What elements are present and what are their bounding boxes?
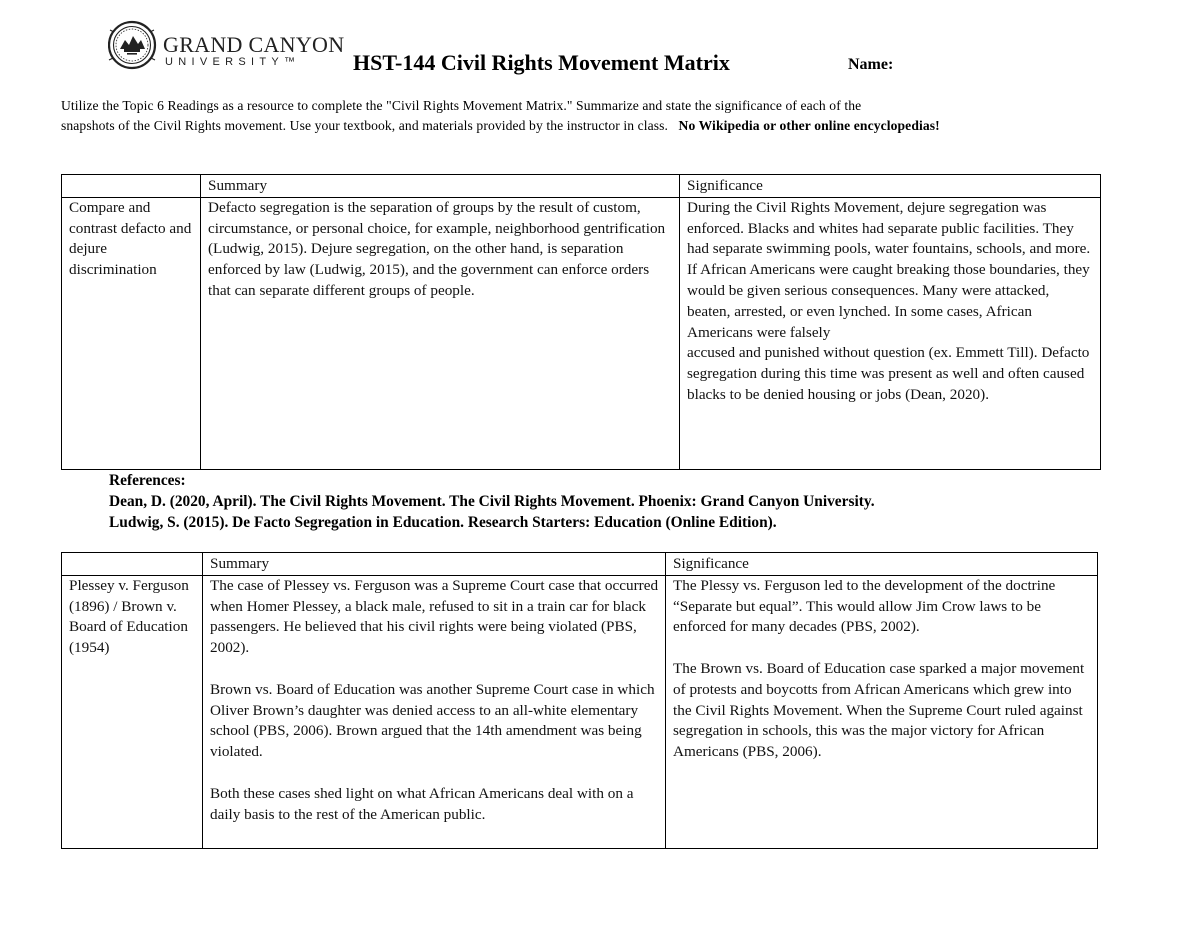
university-logo: [108, 18, 345, 74]
logo-subline: UNIVERSITY™: [165, 56, 301, 68]
header-cell-significance: Significance: [680, 175, 1101, 198]
significance-cell: [680, 197, 1101, 469]
significance-cell: [666, 575, 1098, 848]
significance-paragraph: The Brown vs. Board of Education case sparked a major movement of protests and boycotts from African Americans which grew into the Civil Rights Movement. When the Supreme Court ruled against segregation in schools, this was the major victory for African Americans (PBS, 2006).: [673, 659, 1085, 761]
significance-text: During the Civil Rights Movement, dejure segregation was enforced. Blacks and whites had separate public facilities. They had separate swimming pools, water fountains, schools, and more. If African Americans were caught breaking those boundaries, they would be given serious consequences. Many were attacked, beaten, arrested, or even lynched. In some cases, African Americans were falsely: [687, 198, 1091, 341]
table-row: [62, 197, 1101, 469]
instructions-line1: Utilize the Topic 6 Readings as a resource to complete the "Civil Rights Movement Matrix." Summarize and state the significance of each of the: [61, 98, 862, 113]
topic-cell: Plessey v. Ferguson (1896) / Brown v. Board of Education (1954): [62, 575, 203, 848]
instructions-warning: No Wikipedia or other online encyclopedias!: [678, 117, 940, 133]
university-seal-icon: [108, 18, 158, 72]
summary-cell: [203, 575, 666, 848]
header-cell-significance: Significance: [666, 553, 1098, 576]
summary-cell: Defacto segregation is the separation of groups by the result of custom, circumstance, or personal choice, for example, neighborhood gentrification (Ludwig, 2015). Dejure segregation, on the other hand, is separation enforced by law (Ludwig, 2015), and the government can enforce orders that can separate different groups of people.: [201, 197, 680, 469]
header-cell-topic: [62, 553, 203, 576]
header-cell-summary: Summary: [203, 553, 666, 576]
instructions-line2: snapshots of the Civil Rights movement. Use your textbook, and materials provided by the instructor in class.: [61, 117, 669, 133]
table-header-row: [62, 175, 1101, 198]
references-heading: References:: [109, 472, 186, 489]
references: [109, 470, 875, 533]
summary-paragraph: Both these cases shed light on what African Americans deal with on a daily basis to the rest of the American public.: [210, 784, 634, 823]
table-row: [62, 575, 1098, 848]
significance-paragraph: The Plessy vs. Ferguson led to the development of the doctrine “Separate but equal”. This would allow Jim Crow laws to be enforced for many decades (PBS, 2002).: [673, 576, 1056, 636]
name-label: Name:: [848, 56, 894, 73]
summary-paragraph: Brown vs. Board of Education was another Supreme Court case in which Oliver Brown’s daughter was denied access to an all-white elementary school (PBS, 2006). Brown argued that the 14th amendment was being violated.: [210, 680, 655, 761]
matrix-table-court-cases: [61, 552, 1098, 849]
significance-text: accused and punished without question (ex. Emmett Till). Defacto segregation during this time was present as well and often caused blacks to be denied housing or jobs (Dean, 2020).: [687, 344, 1090, 403]
table-header-row: [62, 553, 1098, 576]
header-cell-summary: Summary: [201, 175, 680, 198]
reference-item: Ludwig, S. (2015). De Facto Segregation in Education. Research Starters: Education (Online Edition).: [109, 514, 777, 531]
page-title: HST-144 Civil Rights Movement Matrix: [353, 50, 730, 75]
matrix-table-defacto-dejure: [61, 174, 1101, 470]
summary-paragraph: The case of Plessey vs. Ferguson was a Supreme Court case that occurred when Homer Plessey, a black male, refused to sit in a train car for black passengers. He believed that his civil rights were being violated (PBS, 2002).: [210, 576, 659, 657]
header-cell-topic: [62, 175, 201, 198]
topic-cell: Compare and contrast defacto and dejure discrimination: [62, 197, 201, 469]
logo-wordmark: GRAND CANYON: [163, 32, 345, 57]
reference-item: Dean, D. (2020, April). The Civil Rights Movement. The Civil Rights Movement. Phoenix: Grand Canyon University.: [109, 493, 875, 510]
instructions: [61, 96, 1061, 135]
